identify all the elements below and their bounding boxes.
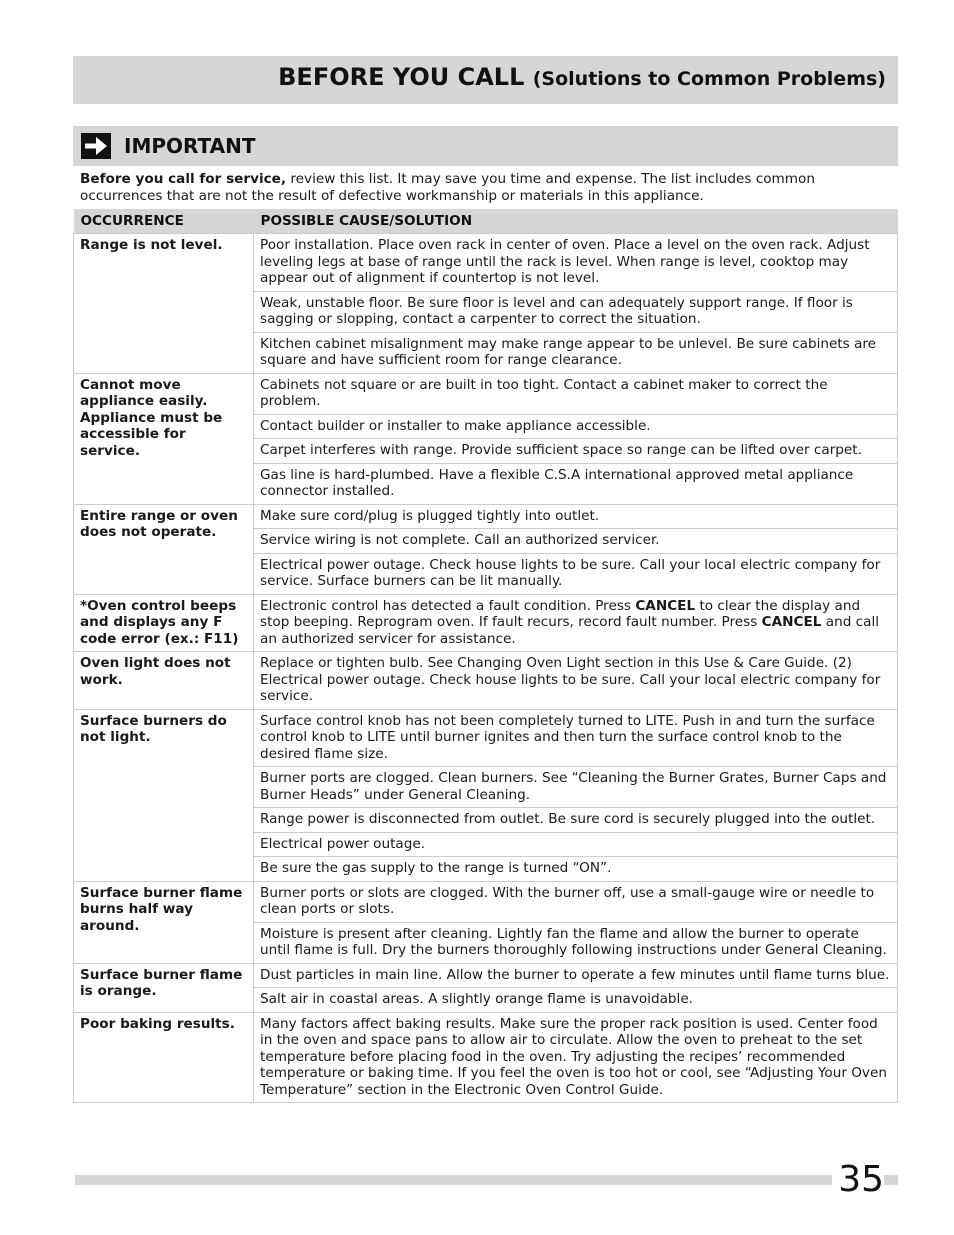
important-label: IMPORTANT [124,134,256,158]
intro-paragraph [80,171,892,205]
table-row [74,594,898,652]
solution-text: and call an authorized servicer for assistance. [260,614,880,647]
solution-cell: Range power is disconnected from outlet. Be sure cord is securely plugged into the outlet. [254,808,898,833]
solution-cell: Electrical power outage. Check house lights to be sure. Call your local electric company for service. Surface burners can be lit manually. [254,553,898,594]
table-row [74,373,898,414]
column-header-solution: POSSIBLE CAUSE/SOLUTION [254,209,898,234]
solution-cell: Moisture is present after cleaning. Lightly fan the flame and allow the burner to operate until flame is full. Dry the burners thoroughly following instructions under General Cleaning. [254,922,898,963]
table-row [74,963,898,988]
solution-cell: Electrical power outage. [254,832,898,857]
page-header-bar [73,56,898,104]
solution-emphasis: CANCEL [761,614,822,630]
solution-cell: Make sure cord/plug is plugged tightly into outlet. [254,504,898,529]
solution-text: Electronic control has detected a fault condition. Press [260,597,636,614]
solution-cell: Dust particles in main line. Allow the burner to operate a few minutes until flame turns blue. [254,963,898,988]
troubleshooting-table [73,209,898,1103]
table-row [74,1012,898,1103]
occurrence-cell: *Oven control beeps and displays any F code error (ex.: F11) [74,594,254,652]
solution-emphasis: CANCEL [635,597,696,614]
table-row [74,652,898,710]
solution-cell: Carpet interferes with range. Provide sufficient space so range can be lifted over carpet. [254,439,898,464]
page-title-subtitle: (Solutions to Common Problems) [532,68,886,90]
solution-cell: Surface control knob has not been completely turned to LITE. Push in and turn the surface control knob to LITE until burner ignites and then turn the surface control knob to the desired flame size. [254,709,898,767]
solution-cell: Contact builder or installer to make appliance accessible. [254,414,898,439]
solution-cell: Gas line is hard-plumbed. Have a flexible C.S.A international approved metal appliance connector installed. [254,463,898,504]
solution-cell: Kitchen cabinet misalignment may make range appear to be unlevel. Be sure cabinets are square and have sufficient room for range clearance. [254,332,898,373]
occurrence-cell: Surface burner flame burns half way around. [74,881,254,963]
page-number: 35 [832,1158,884,1202]
column-header-occurrence: OCCURRENCE [74,209,254,234]
page-title [278,61,886,95]
solution-cell [254,594,898,652]
solution-cell: Burner ports or slots are clogged. With the burner off, use a small-gauge wire or needle to clean ports or slots. [254,881,898,922]
arrow-right-icon [81,133,111,159]
intro-lead: Before you call for service, [80,171,287,187]
solution-cell: Cabinets not square or are built in too tight. Contact a cabinet maker to correct the problem. [254,373,898,414]
table-row [74,709,898,767]
important-banner [73,126,898,166]
occurrence-cell: Entire range or oven does not operate. [74,504,254,594]
table-row [74,881,898,922]
table-header-row [74,209,898,234]
solution-cell: Service wiring is not complete. Call an authorized servicer. [254,529,898,554]
solution-cell: Poor installation. Place oven rack in center of oven. Place a level on the oven rack. Adjust leveling legs at base of range until the rack is level. When range is level, cooktop may appear out of alignment if countertop is not level. [254,234,898,292]
occurrence-cell: Surface burner flame is orange. [74,963,254,1012]
occurrence-cell: Range is not level. [74,234,254,374]
solution-cell: Burner ports are clogged. Clean burners. See “Cleaning the Burner Grates, Burner Caps and Burner Heads” under General Cleaning. [254,767,898,808]
intro-text: review this list. It may save you time and expense. The list includes common occurrences that are not the result of defective workmanship or materials in this appliance. [80,171,815,204]
page-title-main: BEFORE YOU CALL [278,63,525,91]
solution-cell: Weak, unstable floor. Be sure floor is level and can adequately support range. If floor is sagging or slopping, contact a carpenter to correct the situation. [254,291,898,332]
solution-cell: Be sure the gas supply to the range is turned “ON”. [254,857,898,882]
footer-bar [75,1175,898,1185]
occurrence-cell: Oven light does not work. [74,652,254,710]
solution-cell: Replace or tighten bulb. See Changing Oven Light section in this Use & Care Guide. (2) Electrical power outage. Check house lights to be sure. Call your local electric company for service. [254,652,898,710]
occurrence-cell: Poor baking results. [74,1012,254,1103]
occurrence-cell: Cannot move appliance easily. Appliance must be accessible for service. [74,373,254,504]
table-row [74,234,898,292]
occurrence-cell: Surface burners do not light. [74,709,254,881]
solution-cell: Salt air in coastal areas. A slightly orange flame is unavoidable. [254,988,898,1013]
solution-text: to clear the display and stop beeping. Reprogram oven. If fault recurs, record fault number. Press [260,597,861,630]
table-row [74,504,898,529]
solution-cell: Many factors affect baking results. Make sure the proper rack position is used. Center food in the oven and space pans to allow air to circulate. Allow the oven to preheat to the set temperature before placing food in the oven. Try adjusting the recipes’ recommended temperature or baking time. If you feel the oven is too hot or cool, see “Adjusting Your Oven Temperature” section in the Electronic Oven Control Guide. [254,1012,898,1103]
table-body [74,234,898,1103]
